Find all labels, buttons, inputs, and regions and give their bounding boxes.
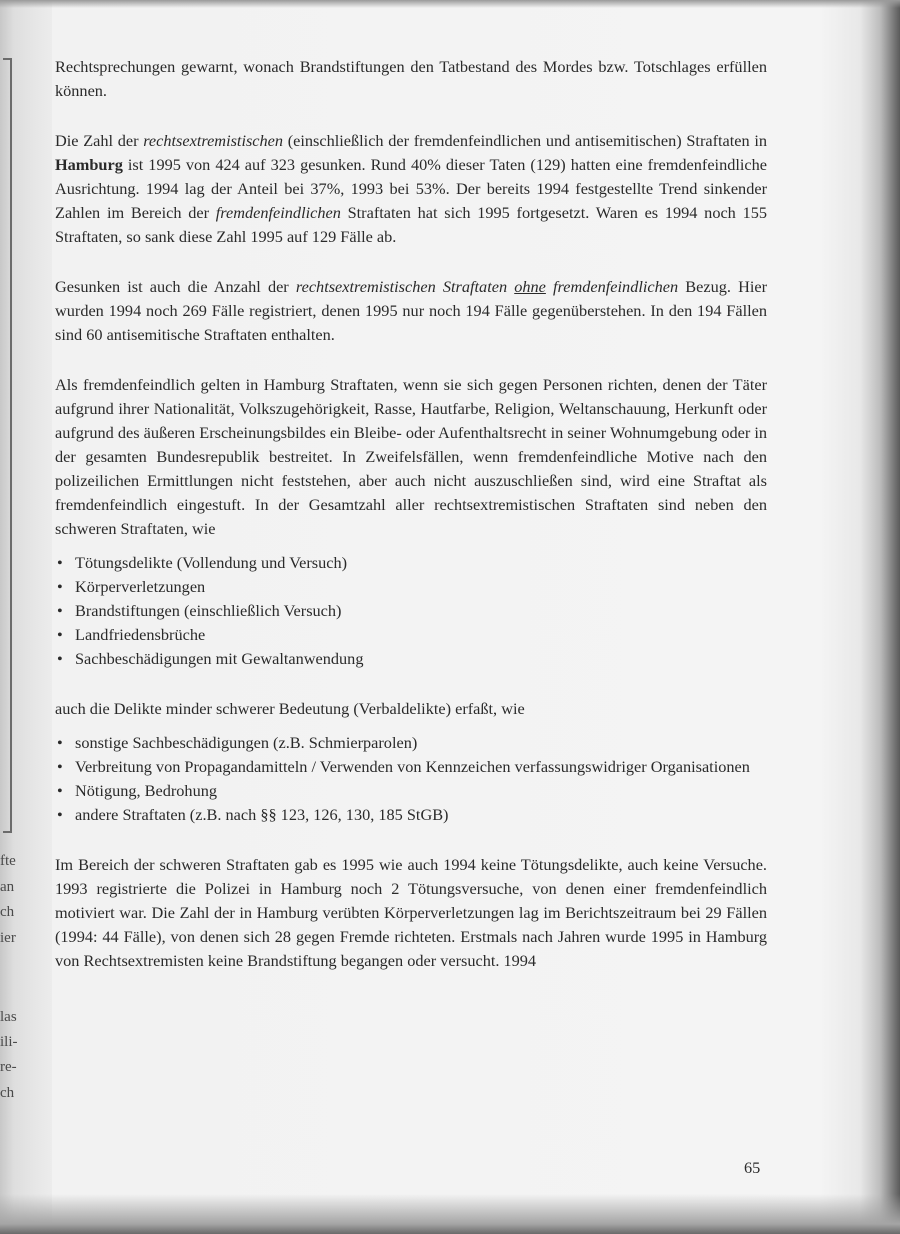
bullet-icon: • <box>57 733 63 752</box>
page-number: 65 <box>744 1158 761 1177</box>
list-item <box>55 779 767 803</box>
list-item <box>55 575 767 599</box>
emphasis-straftaten: rechtsextremistischen Straftaten <box>295 277 515 296</box>
paragraph-2 <box>55 129 767 249</box>
paragraph-4: Als fremdenfeindlich gelten in Hamburg Straftaten, wenn sie sich gegen Personen richten, denen der Täter aufgrund ihrer Nationalität, Volkszugehörigkeit, Rasse, Hautfarbe, Religion, Weltanschauung, Herkunft oder aufgrund des äußeren Erscheinungsbildes ein Bleibe- oder Aufenthaltsrecht in seiner Wohnumgebung oder in der gesamten Bundesrepublik bestreitet. In Zweifelsfällen, wenn fremdenfeindliche Motive nach den polizeilichen Ermittlungen nicht feststehen, aber auch nicht auszuschließen sind, wird eine Straftat als fremdenfeindlich eingestuft. In der Gesamtzahl aller rechtsextremistischen Straftaten sind neben den schweren Straftaten, wie <box>55 375 767 538</box>
paragraph-2-text: ist 1995 von 424 auf 323 gesunken. Rund 40% dieser Taten (129) hatten eine fremdenfeindliche Ausrichtung. 1994 lag der Anteil bei 37%, 1993 bei 53%. Der bereits 1994 festgestellte Trend sinkender Zahlen im Bereich der <box>55 155 767 222</box>
list-item-text: Tötungsdelikte (Vollendung und Versuch) <box>75 553 348 572</box>
list-item-text: Sachbeschädigungen mit Gewaltanwendung <box>75 649 364 668</box>
list-item <box>55 755 767 779</box>
scan-bottom-shadow <box>0 1194 900 1234</box>
list-item <box>55 731 767 755</box>
minor-offences-list <box>55 731 767 827</box>
list-item-text: andere Straftaten (z.B. nach §§ 123, 126, 130, 185 StGB) <box>75 805 449 824</box>
bullet-icon: • <box>57 625 63 644</box>
margin-rule-top-tick <box>3 58 12 60</box>
bullet-icon: • <box>57 781 63 800</box>
list-item-text: Brandstiftungen (einschließlich Versuch) <box>75 601 342 620</box>
emphasis-fremdenfeindlichen: fremdenfeindlichen <box>215 203 341 222</box>
margin-rule-bottom-tick <box>3 831 12 833</box>
paragraph-3-text: Bezug. Hier wurden 1994 noch 269 Fälle registriert, denen 1995 nur noch 194 Fälle gegenüberstehen. In den 194 Fällen sind 60 antisemitische Straftaten enthalten. <box>55 277 768 344</box>
list-item <box>55 599 767 623</box>
paragraph-1: Rechtsprechungen gewarnt, wonach Brandstiftungen den Tatbestand des Mordes bzw. Totschlages erfüllen können. <box>55 57 767 100</box>
margin-fragment: ch <box>0 1085 15 1101</box>
emphasis-ohne: ohne <box>514 277 546 296</box>
emphasis-rechtsextremistischen: rechtsextremistischen <box>143 131 284 150</box>
margin-vertical-rule <box>10 58 12 833</box>
list-item-text: Körperverletzungen <box>75 577 206 596</box>
list-item-text: Nötigung, Bedrohung <box>75 781 217 800</box>
margin-fragment: re- <box>0 1059 17 1075</box>
list-item <box>55 623 767 647</box>
bullet-icon: • <box>57 805 63 824</box>
paragraph-2-text: (einschließlich der fremdenfeindlichen und antisemitischen) Straftaten in <box>283 131 768 150</box>
list-item <box>55 647 767 671</box>
emphasis-fremdenfeindlichen-bezug: fremdenfeindlichen <box>545 277 679 296</box>
list-item-text: Landfriedensbrüche <box>75 625 206 644</box>
margin-fragment: ch <box>0 904 15 920</box>
margin-fragment: fte <box>0 853 16 869</box>
paragraph-6: Im Bereich der schweren Straftaten gab es 1995 wie auch 1994 keine Tötungsdelikte, auch keine Versuche. 1993 registrierte die Polizei in Hamburg noch 2 Tötungsversuche, von denen einer fremdenfeindlich motiviert war. Die Zahl der in Hamburg verübten Körperverletzungen lag im Berichtszeitraum bei 29 Fällen (1994: 44 Fälle), von denen sich 28 gegen Fremde richteten. Erstmals nach Jahren wurde 1995 in Hamburg von Rechtsextremisten keine Brandstiftung begangen oder versucht. 1994 <box>55 855 767 970</box>
bullet-icon: • <box>57 757 63 776</box>
list-item-text: Verbreitung von Propagandamitteln / Verwenden von Kennzeichen verfassungswidriger Organisationen <box>75 757 750 776</box>
bullet-icon: • <box>57 553 63 572</box>
margin-fragment: an <box>0 879 15 895</box>
paragraph-3-text: Gesunken ist auch die Anzahl der <box>55 277 296 296</box>
bullet-icon: • <box>57 601 63 620</box>
scan-top-shadow <box>0 0 900 8</box>
margin-fragment: ier <box>0 930 16 946</box>
margin-fragment: ili- <box>0 1034 18 1050</box>
serious-offences-list <box>55 551 767 671</box>
list-item <box>55 803 767 827</box>
bullet-icon: • <box>57 577 63 596</box>
emphasis-hamburg: Hamburg <box>55 155 123 174</box>
margin-fragment: las <box>0 1009 17 1025</box>
paragraph-2-text: Die Zahl der <box>55 131 144 150</box>
paragraph-5: auch die Delikte minder schwerer Bedeutung (Verbaldelikte) erfaßt, wie <box>55 699 525 718</box>
list-item <box>55 551 767 575</box>
paragraph-3 <box>55 275 767 347</box>
page-body <box>55 55 767 999</box>
bullet-icon: • <box>57 649 63 668</box>
list-item-text: sonstige Sachbeschädigungen (z.B. Schmierparolen) <box>75 733 418 752</box>
paragraph-2-text: Straftaten hat sich 1995 fortgesetzt. Waren es 1994 noch 155 Straftaten, so sank diese Zahl 1995 auf 129 Fälle ab. <box>55 203 767 246</box>
